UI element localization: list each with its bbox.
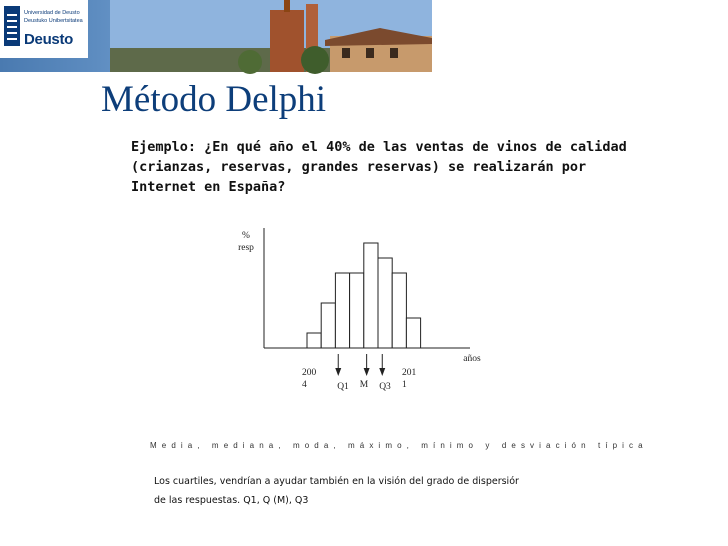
note-line-1: Los cuartiles, vendrían a ayudar también en la visión del grado de dispersiór (154, 476, 519, 487)
statistics-line: Media, mediana, moda, máximo, mínimo y desviación típica (150, 441, 648, 450)
q1-label: Q1 (337, 382, 349, 392)
end-year-tick-bottom: 1 (402, 380, 407, 390)
quartiles-note (154, 472, 554, 510)
start-year-tick-top: 200 (302, 368, 317, 378)
q3-label: Q3 (379, 382, 391, 392)
histogram-bar (307, 333, 321, 348)
histogram-bar (378, 258, 392, 348)
histogram-bar (406, 318, 420, 348)
q3-arrow (379, 354, 385, 376)
median-label: M (359, 380, 369, 390)
logo-line-2: Deustuko Unibertsitatea (24, 18, 83, 24)
end-year-tick-top: 201 (402, 368, 417, 378)
histogram-bar (350, 273, 364, 348)
median-arrow (364, 354, 370, 376)
example-question: Ejemplo: ¿En qué año el 40% de las ventas de vinos de calidad (crianzas, reservas, grandes reservas) se realizarán por Internet en España? (131, 139, 627, 195)
q1-arrow (335, 354, 341, 376)
histogram-bar (321, 303, 335, 348)
logo-wordmark: Deusto (24, 31, 74, 48)
y-axis-label-top: % (242, 231, 250, 241)
y-axis-label-bottom: resp (238, 243, 254, 253)
histogram-bar (364, 243, 378, 348)
note-line-2: de las respuestas. Q1, Q (M), Q3 (154, 495, 309, 506)
slide-title: Método Delphi (101, 79, 327, 120)
histogram-bar (392, 273, 406, 348)
histogram-bar (335, 273, 349, 348)
logo-line-1: Universidad de Deusto (24, 10, 80, 16)
x-axis-label: años (463, 354, 481, 364)
start-year-tick-bottom: 4 (302, 380, 307, 390)
